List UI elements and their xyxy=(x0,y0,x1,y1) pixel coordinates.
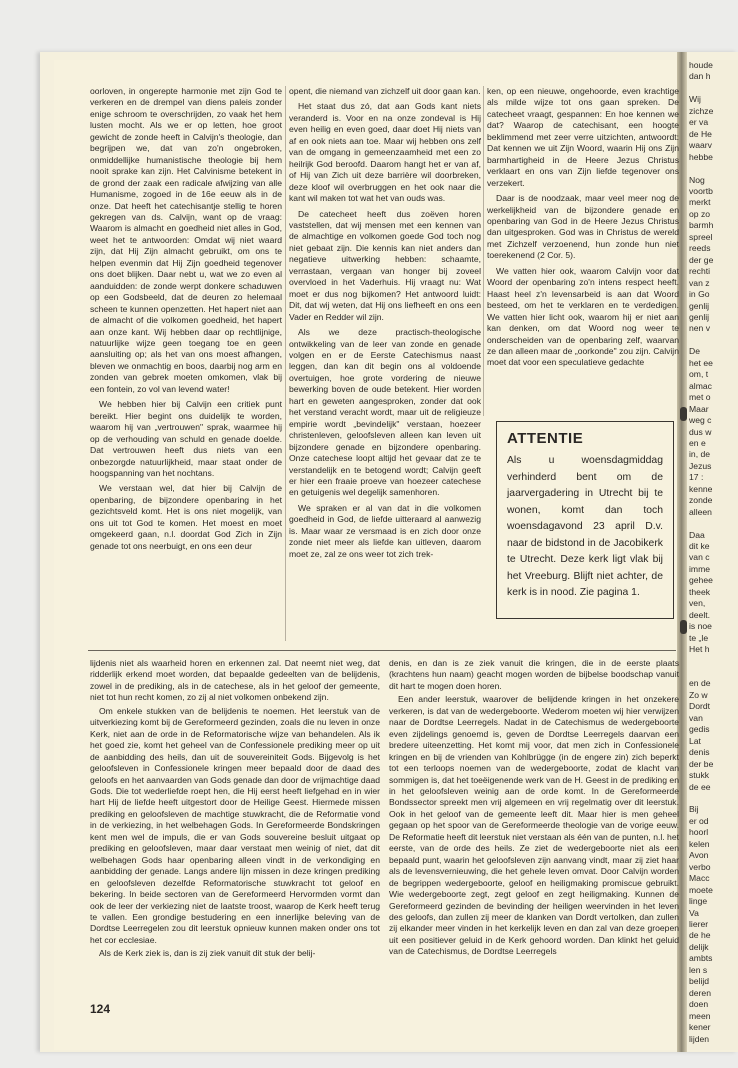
next-page-fragment xyxy=(687,793,738,804)
lower-column-left xyxy=(90,658,380,962)
paragraph: denis, en dan is ze ziek vanuit die kringen, die in de eerste plaats (krachtens hun naam) geacht mogen worden de bijbelse boodschap vanuit dit hart te mogen doen horen. xyxy=(389,658,679,691)
next-page-fragment: 17 : xyxy=(689,472,704,483)
next-page-fragment: Va xyxy=(689,907,699,918)
column-rule xyxy=(483,86,484,416)
next-page-fragment: lijden xyxy=(689,1033,710,1044)
next-page-fragment: rechti xyxy=(689,266,711,277)
paragraph: oorloven, in ongerepte harmonie met zijn God te verkeren en de drempel van diens paleis zonder enige schroom te overschrijden, zo vaak het hem lusten mocht. Als we er op letten, hoe groot gewicht de zonde heeft in Calvijn's theologie, dan begrijpen we, dat van zo'n ongebroken, onmiddellijke humanistische theologie bij hem nooit sprake kan zijn. Het Calvinisme betekent in de grond der zaak een radicale afwijzing van alle Humanisme, zogoed in de 16e eeuw als in de onze. Dat heeft het catechisantje stellig te horen gekregen van ds. Calvijn, want op de vraag: Waarom is almacht en goedheid niet alles in God, weet het te antwoorden: Omdat wij niet waard zijn, dat Hij Zijn almacht gebruikt, om ons te helpen evenmin dat Hij Zijn goedheid tegenover ons doet blijken. Daar nebt u, wat we zo even al aanduidden: de zonde werpt donkere schaduwen op een Godsbeeld, dat de deuren zo helemaal scheen te kunnen openzetten. Het hapert niet aan de almacht of die volkomen goedheid, het hapert aan onze kant. Wij hebben daar op rechtlijnige, natuurlijke wijze geen toegang toe en geen aansluiting op; als het van ons moest afhangen, bleven we onmachtig en boos, daarbij nog arm en zonden van gebrek moeten omkomen, vlak bij een fontein, zo vol van levend water! xyxy=(90,86,282,394)
next-page-fragment: om, t xyxy=(689,369,709,380)
next-page-fragment: en e xyxy=(689,437,706,448)
next-page-fragment: dit ke xyxy=(689,541,710,552)
next-page-fragment: spreel xyxy=(689,231,713,242)
next-page-fragment xyxy=(687,667,738,678)
attentie-notice-box xyxy=(496,421,674,619)
next-page-fragment: is noe xyxy=(689,621,712,632)
next-page-fragment: zichze xyxy=(689,105,714,116)
next-page-fragment: Bij xyxy=(689,804,699,815)
next-page-fragment: Wij xyxy=(689,94,701,105)
article-column-3 xyxy=(487,86,679,373)
binding-clip xyxy=(680,620,687,634)
next-page-fragment: in, de xyxy=(689,449,711,460)
next-page-fragment: Lat xyxy=(689,735,701,746)
next-page-fragment: der be xyxy=(689,758,714,769)
next-page-fragment: kenne xyxy=(689,483,713,494)
paragraph: ken, op een nieuwe, ongehoorde, even krachtige als milde wijze tot ons gaan spreken. De catecheet vraagt, gespannen: En hoe kennen we dat? Waarop de catechisant, een hoogte beklimmend met zeer verre uitzichten, antwoordt: Dat kennen we uit Zijn Woord, waarin Hij ons Zijn barmhartigheid in de Heere Jezus Christus verklaart en ons van Zijn liefde tegenover ons verzekert. xyxy=(487,86,679,188)
next-page-fragment: moete xyxy=(689,884,713,895)
paragraph: opent, die niemand van zichzelf uit door gaan kan. xyxy=(289,86,481,96)
next-page-fragment: merkt xyxy=(689,197,711,208)
paragraph: Als de Kerk ziek is, dan is zij ziek vanuit dit stuk der belij- xyxy=(99,948,316,959)
next-page-fragment: genlij xyxy=(689,311,710,322)
article-column-1 xyxy=(90,86,282,556)
paragraph: Daar is de noodzaak, maar veel meer nog de werkelijkheid van de bijzondere genade en openbaring van God in de Heere Jezus Christus dan uitgesproken. God was in Christus de wereld met Zichzelf verzoenend, hun zonde hun niet toerekenend (2 Cor. 5). xyxy=(487,193,679,261)
next-page-fragment: Nog xyxy=(689,174,705,185)
next-page-fragment: imme xyxy=(689,563,711,574)
next-page-fragment: van c xyxy=(689,552,710,563)
next-page-fragment: Macc xyxy=(689,873,710,884)
next-page-fragment: van z xyxy=(689,277,710,288)
next-page-fragment: doen xyxy=(689,999,709,1010)
paragraph: We verstaan wel, dat hier bij Calvijn de openbaring, de bijzondere openbaring in het gezichtsveld komt. Het is ons niet mogelijk, van ons uit tot God te komen. Het moest en moet omgekeerd gaan, n.l. doordat God Zich in Zijn genade tot ons neerbuigt, en ons een deur xyxy=(90,483,282,551)
paragraph: We spraken er al van dat in die volkomen goedheid in God, de liefde uitteraard al aanwezig is. Maar waar ze versmaad is en zich door onze zonde niet meer als liefde kan uitleven, daarom moet ze, zal ze ons weer tot zich trek- xyxy=(289,502,481,559)
next-page-fragment: deren xyxy=(689,987,711,998)
next-page-fragment: dus w xyxy=(689,426,712,437)
lower-column-right xyxy=(389,658,679,960)
next-page-fragment: deelt. xyxy=(689,609,711,620)
next-page-fragment: nen v xyxy=(689,323,711,334)
next-page-fragment: met o xyxy=(689,392,711,403)
next-page-fragment: kelen xyxy=(689,838,710,849)
next-page-fragment: weg c xyxy=(689,415,712,426)
next-page-fragment: van xyxy=(689,712,703,723)
next-page-fragment: delijk xyxy=(689,941,709,952)
paragraph: Het staat dus zó, dat aan Gods kant niets veranderd is. Voor en na onze zondeval is Hij even heilig en even goed, daar doet Hij niets van af en ook niets aan toe. Maar wij hebben ons zelf van de omgang in gemeenzaamheid met een zo heilrijk God beroofd. Daarom hangt het er van af, of Hij van Zich uit deze barrière wil doorbreken, deze kloof wil overbruggen en het ook naar die kant wil maken tot wat het van ouds was. xyxy=(289,101,481,204)
page-number: 124 xyxy=(90,1002,111,1016)
next-page-fragment: de He xyxy=(689,128,712,139)
next-page-fragment: genlij xyxy=(689,300,710,311)
paragraph: lijdenis niet als waarheid horen en erkennen zal. Dat neemt niet weg, dat ridderlijk erkend moet worden, dat bepaalde gedeelten van de belijdenis, zowel in de prediking, als in de catechese, als in het geloof der gemeente, niet tot hun recht komen, zo zij al niet volkomen onbekend zijn. xyxy=(90,658,380,703)
notice-title: ATTENTIE xyxy=(507,430,584,447)
next-page-fragment: linge xyxy=(689,896,708,907)
next-page-fragment: Jezus xyxy=(689,460,712,471)
next-page-fragment: en de xyxy=(689,678,711,689)
next-page-fragment: voortb xyxy=(689,185,713,196)
next-page-fragment: zonde xyxy=(689,495,713,506)
next-page-fragment xyxy=(687,518,738,529)
next-page-fragment: kener xyxy=(689,1022,711,1033)
next-page-fragment: Avon xyxy=(689,850,709,861)
next-page-fragment: het ee xyxy=(689,357,713,368)
next-page-fragment: barmh xyxy=(689,220,714,231)
paragraph: Als we deze practisch-theologische ontwikkeling van de leer van zonde en genade volgen en er de Eerste Catechismus naast leggen, dan kan dit begin ons al voldoende overtuigen, hoe grote vordering de nieuwe bewerking boven de oude betekent. Hier worden hart en geweten aangesproken, zonder dat ook het verstand veracht wordt, maar uit de religieuze empirie wordt „bevindelijk" verstaan, hoezeer christenleven, geloofsleven alleen kan leven uit bijzondere genade en bijzondere openbaring. Onze catechese loopt altijd het gevaar dat ze te verstandelijk en te betogend wordt; Calvijn geeft er hier een fraaie proeve van hoezeer catechese en getuigenis wel degelijk samenhoren. xyxy=(289,327,481,498)
next-page-fragment: lierer xyxy=(689,918,709,929)
paragraph: We hebben hier bij Calvijn een critiek punt bereikt. Hier begint ons duidelijk te worden, waarom hij van „vertrouwen" sprak, waarmee hij op de verhouding van schuld en genade doelde. Dat vertrouwen heeft dus niets van een onbezorgde natuurlijkheid, maar staat onder de hoogspanning van het nochtans. xyxy=(90,399,282,478)
next-page-fragment xyxy=(687,656,738,667)
next-page-fragment: hebbe xyxy=(689,151,713,162)
section-divider xyxy=(88,650,676,651)
next-page-fragment: er od xyxy=(689,815,709,826)
next-page-fragment: verbo xyxy=(689,861,711,872)
paragraph: De catecheet heeft dus zoëven horen vaststellen, dat wij mensen met een kennen van de almachtige en volkomen goede God toch nog niet gebaat zijn. Die kennis kan niet anders dan negatieve uitwerking hebben: schaamte, verrastaan, vergaan van honger bij zoveel overvloed in het Vaderhuis. Hij vraagt nu: Wat moet er dus nog bijkomen? Het antwoord luidt: Dit, dat wij weten, dat Hij ons liefheeft en ons een Vader en Redder wil zijn. xyxy=(289,208,481,322)
next-page-fragment: stukk xyxy=(689,770,710,781)
next-page-fragment: de he xyxy=(689,930,711,941)
next-page-fragment: alleen xyxy=(689,506,712,517)
paragraph: We vatten hier ook, waarom Calvijn voor dat Woord der openbaring zo'n intens respect heeft. Haast heel z'n levensarbeid is aan dat Woord besteed, om het te verklaren en te verdedigen. We vatten hier licht ook, waarom hij er niet aan kan denken, om dat Woord nog weer te onderscheiden van de openbaring zelf, waarvan ze dan alleen maar de „oorkonde" zou zijn. Calvijn moet dat voor een speculatieve gedachte xyxy=(487,265,679,368)
next-page-fragment: theek xyxy=(689,586,711,597)
next-page-fragment: gehee xyxy=(689,575,713,586)
next-page-fragment: er va xyxy=(689,117,709,128)
next-page-fragment xyxy=(687,83,738,94)
next-page-fragment: reeds xyxy=(689,243,711,254)
next-page-fragment: Zo w xyxy=(689,689,708,700)
next-page-fragment: ven, xyxy=(689,598,706,609)
next-page-fragment: hoorl xyxy=(689,827,709,838)
next-page-fragment: de ee xyxy=(689,781,711,792)
next-page-fragment: gedis xyxy=(689,724,710,735)
next-page-fragment: waarv xyxy=(689,140,712,151)
next-page-fragment: in Go xyxy=(689,289,710,300)
next-page-fragment xyxy=(687,335,738,346)
next-page-fragment: denis xyxy=(689,747,710,758)
next-page-fragment: Het h xyxy=(689,644,710,655)
next-page-fragment: dan h xyxy=(689,71,711,82)
next-page-fragment: De xyxy=(689,346,700,357)
next-page-fragment: Dordt xyxy=(689,701,711,712)
column-rule xyxy=(285,86,286,641)
next-page-fragment: belijd xyxy=(689,976,710,987)
paragraph: Een ander leerstuk, waarover de belijdende kringen in het onzekere verkeren, is dat van de wedergeboorte. Wederom moeten wij hier verwijzen naar de Dordtse Leerregels. Nadat in de Catechismus de wedergeboorte even zijdelings genoemd is, geven de Dordtse Leerregels daarvan een bredere uiteenzetting. Het komt mij voor, dat men zich in Confessionele kringen en bij de vrienden van Kohlbrügge (in de engere zin) zich beperkt tot een terloops noemen van de wedergeboorte, zodat de klacht van sommigen is, dat het toeëigenende werk van de H. Geest in de prediking en in het geloofsleven weinig aan de orde komt. In de Gereformeerde Bondssector spreekt men vrij algemeen en vrij regelmatig over dit leerstuk. Ook in het geloof van de gemeente leeft dit. Maar hier is men geheel gegaan op het spoor van de Gereformeerde theologie van de vorige eeuw. De Reformatie heeft dit leerstuk niet verstaan als één van de punten, n.l. het eerste, van de orde des heils. Ze ziet de wedergeboorte niet als een bepaald punt, waarin het geloofsleven zijn aanvang vindt, maar zij ziet haar als de levensvernieuwing, die het gehele leven omvat. Door Calvijn worden de begrippen wedergeboorte, geloof en heiligmaking promiscue gebruikt. Wie wedergeboorte zegt, zegt geloof en zegt heiligmaking. Kunnen de Gereformeerd gezinden de bevinding der heiligen weervinden in het leven des geloofs, dan zullen zij meer de klanken van Dordt vertolken, dan zullen zij elkander meer vinden in het kerkelijk leven en dan zal van deze groepen uit een positiever geluid in de Kerk gehoord worden. Dan klinkt het geluid van de Catechismus, de Dordtse Leerregels xyxy=(389,694,679,957)
next-page-edge xyxy=(687,60,738,1050)
article-column-2 xyxy=(289,86,481,564)
paragraph: Om enkele stukken van de belijdenis te noemen. Het leerstuk van de uitverkiezing komt bij de Gereformeerd gezinden, zoals die nu leven in onze Kerk, niet aan de orde in de Reformatorische wijze van behandelen. Als ik het goed zie, komt het geheel van de Confessionele prediking meer op uit de aanbidding des heils, dan uit de souvereiniteit Gods. Bijgevolg is het geloofsleven in Confessionele kringen meer bepaald door de daad des geloofs en het aanvaarden van Gods genade dan door de vrijmachtige daad Gods. Die tot wederliefde roept hen, die Hij eerst heeft liefgehad en in wier hart Hij de liefde heeft uitgestort door de Heilige Geest. Hiermede missen prediking en geloofsleven de machtige stuwkracht, die de Reformatie vond in de verkiezing, in het welbehagen Gods. In Gereformeerde Bondskringen kent men wel de impuls, die er van Gods souvereine besluit uitgaat op prediking en geloofsleven, maar daar verstaat men weinig of niet, dat dit welbehagen Gods haar openbaring alleen vindt in de verkondiging en aanbidding der genade. Langs andere lijn missen in deze kringen prediking en geloofsleven dezelfde Reformatorische stuwkracht tot geloof en bekering. In beide sectoren van de Gereformeerd Hervormden vormt dan ook de leer der verkiezing niet de laatste troost, waarop de Kerk heeft terug te vallen. Een grondige bestudering en een innerlijke beleving van de Dordtse Leerregelen zou dit leerstuk opnieuw kunnen maken onder ons tot het cor ecclesiae. xyxy=(90,705,381,945)
next-page-fragment: te „le xyxy=(689,632,709,643)
notice-text: Als u woensdagmiddag verhinderd bent om de jaarvergadering in Utrecht bij te wonen, komt dan toch woensdagavond 23 april D.v. naar de bidstond in de Jacobikerk te Utrecht. Deze kerk ligt vlak bij het Vreeburg. Blijft niet achter, de kerk is in nood. Zie pagina 1. xyxy=(507,455,663,598)
next-page-fragment: Maar xyxy=(689,403,709,414)
next-page-fragment: meen xyxy=(689,1010,711,1021)
next-page-fragment: ambts xyxy=(689,953,713,964)
next-page-fragment xyxy=(687,163,738,174)
binding-clip xyxy=(680,407,687,421)
next-page-fragment: Daa xyxy=(689,529,705,540)
next-page-fragment: op zo xyxy=(689,208,711,219)
next-page-fragment: almac xyxy=(689,380,712,391)
next-page-fragment: der ge xyxy=(689,254,714,265)
next-page-fragment: houde xyxy=(689,60,713,70)
next-page-fragment: len s xyxy=(689,964,708,975)
